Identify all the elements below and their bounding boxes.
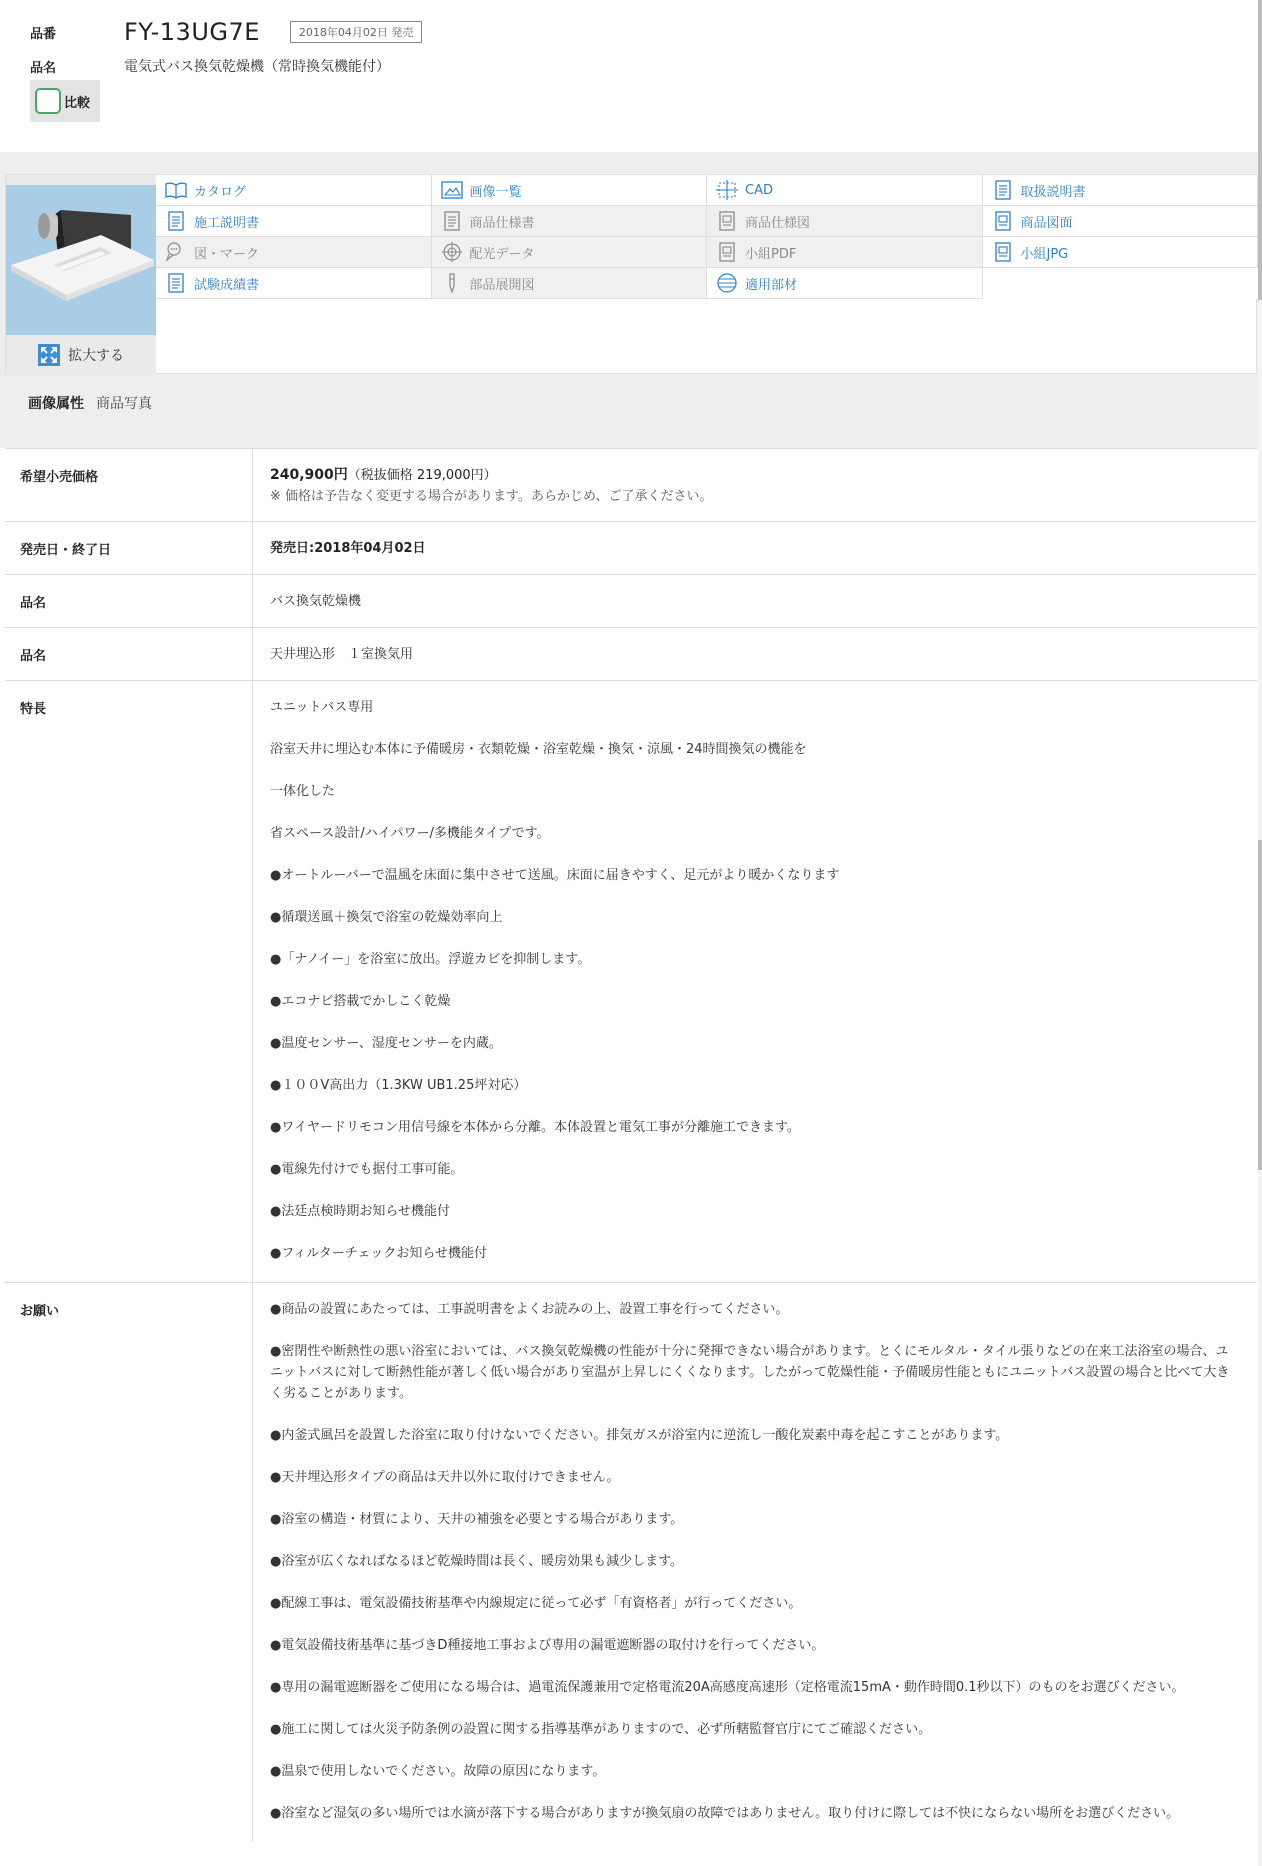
feature-item: 浴室天井に埋込む本体に予備暖房・衣類乾燥・浴室乾燥・換気・涼風・24時間換気の機能を <box>270 742 807 757</box>
feature-item: 一体化した <box>270 784 336 799</box>
product-thumbnail[interactable] <box>6 185 156 335</box>
manual-document-icon <box>991 179 1015 201</box>
compare-checkbox[interactable] <box>30 80 100 122</box>
note-item: ●電気設備技術基準に基づきD種接地工事および専用の漏電遮断器の取付けを行ってください。 <box>270 1638 825 1653</box>
spec-key: 品名 <box>5 628 253 680</box>
test-report-icon <box>164 272 188 294</box>
link-label: カタログ <box>194 184 247 200</box>
link-label: 試験成績書 <box>194 277 260 293</box>
link-jpg[interactable] <box>983 237 1259 268</box>
link-pdf <box>707 237 983 268</box>
empty-cell <box>983 268 1259 299</box>
spec-document-icon <box>440 210 464 232</box>
link-label: 画像一覧 <box>469 184 522 200</box>
enlarge-label: 拡大する <box>68 348 124 364</box>
checkbox-icon[interactable] <box>35 88 61 114</box>
note-item: ●浴室の構造・材質により、天井の補強を必要とする場合があります。 <box>270 1512 684 1527</box>
links-row <box>156 268 1258 299</box>
spec-key: 品名 <box>5 575 253 627</box>
link-applicable-parts[interactable] <box>707 268 983 299</box>
link-label: 適用部材 <box>745 277 798 293</box>
release-date-badge: 2018年04月02日 発売 <box>290 21 423 43</box>
link-drawing[interactable] <box>983 206 1259 237</box>
feature-item: ●オートルーバーで温風を床面に集中させて送風。床面に届きやすく、足元がより暖かくなります <box>270 868 840 883</box>
link-image-list[interactable] <box>432 175 708 206</box>
features-list <box>253 681 1257 1282</box>
price-value: 240,900円 <box>270 467 348 483</box>
model-row <box>30 18 422 46</box>
scrollbar-thumb[interactable] <box>1258 0 1262 300</box>
scrollbar[interactable] <box>1258 0 1262 1866</box>
link-label: 施工説明書 <box>194 215 260 231</box>
spec-key: 特長 <box>5 681 253 1282</box>
link-manual-document[interactable] <box>983 175 1259 206</box>
feature-item: ユニットバス専用 <box>270 700 374 715</box>
product-name: 電気式バス換気乾燥機（常時換気機能付） <box>124 59 390 75</box>
model-label: 品番 <box>30 26 57 42</box>
link-label: 小組PDF <box>745 246 797 262</box>
spec-row-date <box>5 522 1257 575</box>
link-install-document[interactable] <box>156 206 432 237</box>
product-header <box>0 0 1262 152</box>
spec-table <box>5 448 1257 1842</box>
media-section <box>0 152 1262 448</box>
price-note: ※ 価格は予告なく変更する場合があります。あらかじめ、ご了承ください。 <box>270 489 713 504</box>
spec-value: 天井埋込形 １室換気用 <box>270 647 414 662</box>
spec-row-price <box>5 449 1257 522</box>
spec-row-name1 <box>5 575 1257 628</box>
link-label: 部品展開図 <box>469 277 535 293</box>
spec-row-name2 <box>5 628 1257 681</box>
spec-key: お願い <box>5 1283 253 1842</box>
name-row <box>30 56 390 76</box>
link-cad-crosshair[interactable] <box>707 175 983 206</box>
price-tax: （税抜価格 219,000円） <box>347 468 497 483</box>
link-label: 小組JPG <box>1020 246 1069 262</box>
link-spec-document <box>432 206 708 237</box>
pdf-icon <box>715 241 739 263</box>
spec-key: 希望小売価格 <box>5 449 253 521</box>
feature-item: ●循環送風＋換気で浴室の乾燥効率向上 <box>270 910 503 925</box>
link-label: 商品仕様図 <box>745 215 811 231</box>
link-label: CAD <box>745 182 773 198</box>
note-item: ●温泉で使用しないでください。故障の原因になります。 <box>270 1764 606 1779</box>
note-item: ●配線工事は、電気設備技術基準や内線規定に従って必ず「有資格者」が行ってください。 <box>270 1596 802 1611</box>
feature-item: ●エコナビ搭載でかしこく乾燥 <box>270 994 451 1009</box>
applicable-parts-icon <box>715 272 739 294</box>
parts-exploded-icon <box>440 272 464 294</box>
note-item: ●施工に関しては火災予防条例の設置に関する指導基準がありますので、必ず所轄監督官庁にてご確認ください。 <box>270 1722 932 1737</box>
link-spec-drawing <box>707 206 983 237</box>
feature-item: ●フィルターチェックお知らせ機能付 <box>270 1246 488 1261</box>
bath-dryer-illustration <box>6 185 156 335</box>
link-label: 商品図面 <box>1020 215 1073 231</box>
note-item: ●天井埋込形タイプの商品は天井以外に取付けできません。 <box>270 1470 620 1485</box>
price <box>270 465 1241 486</box>
mark-bubble-icon <box>164 241 188 263</box>
link-label: 図・マーク <box>194 246 260 262</box>
link-label: 取扱説明書 <box>1020 184 1086 200</box>
drawing-icon <box>991 210 1015 232</box>
feature-item: ●法廷点検時期お知らせ機能付 <box>270 1204 450 1219</box>
link-label: 商品仕様書 <box>469 215 535 231</box>
link-mark-bubble <box>156 237 432 268</box>
spec-row-notes <box>5 1283 1257 1842</box>
spec-key: 発売日・終了日 <box>5 522 253 574</box>
links-row <box>156 237 1258 268</box>
link-test-report[interactable] <box>156 268 432 299</box>
model-number: FY-13UG7E <box>124 18 260 46</box>
image-attr-label: 画像属性 <box>28 396 84 412</box>
expand-icon <box>38 344 60 366</box>
light-distribution-icon <box>440 241 464 263</box>
image-attr-value: 商品写真 <box>96 396 152 412</box>
spec-value: バス換気乾燥機 <box>270 594 362 609</box>
note-item: ●商品の設置にあたっては、工事説明書をよくお読みの上、設置工事を行ってください。 <box>270 1302 789 1317</box>
install-document-icon <box>164 210 188 232</box>
catalog-book-icon <box>164 179 188 201</box>
spec-drawing-icon <box>715 210 739 232</box>
note-item: ●浴室が広くなればなるほど乾燥時間は長く、暖房効果も減少します。 <box>270 1554 684 1569</box>
name-label: 品名 <box>30 60 57 76</box>
links-row <box>156 206 1258 237</box>
jpg-icon <box>991 241 1015 263</box>
enlarge-button[interactable] <box>6 335 156 375</box>
feature-item: ●１００V高出力（1.3KW UB1.25坪対応） <box>270 1078 527 1093</box>
note-item: ●専用の漏電遮断器をご使用になる場合は、過電流保護兼用で定格電流20A高感度高速形（定格電流15mA・動作時間0.1秒以下）のものをお選びください。 <box>270 1680 1185 1695</box>
note-item: ●内釜式風呂を設置した浴室に取り付けないでください。排気ガスが浴室内に逆流し一酸化炭素中毒を起こすことがあります。 <box>270 1428 1009 1443</box>
spec-value <box>253 449 1257 521</box>
notes-list <box>253 1283 1257 1842</box>
image-list-icon <box>440 179 464 201</box>
media-box <box>5 174 1257 374</box>
link-catalog-book[interactable] <box>156 175 432 206</box>
links-row <box>156 175 1258 206</box>
spec-row-features <box>5 681 1257 1283</box>
note-item: ●密閉性や断熱性の悪い浴室においては、バス換気乾燥機の性能が十分に発揮できない場合があります。とくにモルタル・タイル張りなどの在来工法浴室の場合、ユニットバスに対して断熱性能が著しく低い場合があり室温が上昇しにくくなります。したがって乾燥性能・予備暖房性能ともにユニットバス設置の場合と比べて大きく劣ることがあります。 <box>270 1344 1230 1401</box>
link-label: 配光データ <box>469 246 535 262</box>
feature-item: ●ワイヤードリモコン用信号線を本体から分離。本体設置と電気工事が分離施工できます。 <box>270 1120 800 1135</box>
image-attribute <box>28 393 152 413</box>
scrollbar-thumb[interactable] <box>1258 840 1262 1170</box>
feature-item: ●温度センサー、湿度センサーを内蔵。 <box>270 1036 502 1051</box>
document-links-grid <box>156 175 1258 299</box>
feature-item: 省スペース設計/ハイパワー/多機能タイプです。 <box>270 826 550 841</box>
link-light-distribution <box>432 237 708 268</box>
spec-value: 発売日:2018年04月02日 <box>270 541 426 556</box>
note-item: ●浴室など湿気の多い場所では水滴が落下する場合がありますが換気扇の故障ではありません。取り付けに際しては不快にならない場所をお選びください。 <box>270 1806 1180 1821</box>
compare-label: 比較 <box>64 95 91 111</box>
feature-item: ●電線先付けでも据付工事可能。 <box>270 1162 464 1177</box>
link-parts-exploded <box>432 268 708 299</box>
product-thumbnail-panel <box>6 175 156 375</box>
feature-item: ●「ナノイー」を浴室に放出。浮遊カビを抑制します。 <box>270 952 591 967</box>
cad-crosshair-icon <box>715 179 739 201</box>
